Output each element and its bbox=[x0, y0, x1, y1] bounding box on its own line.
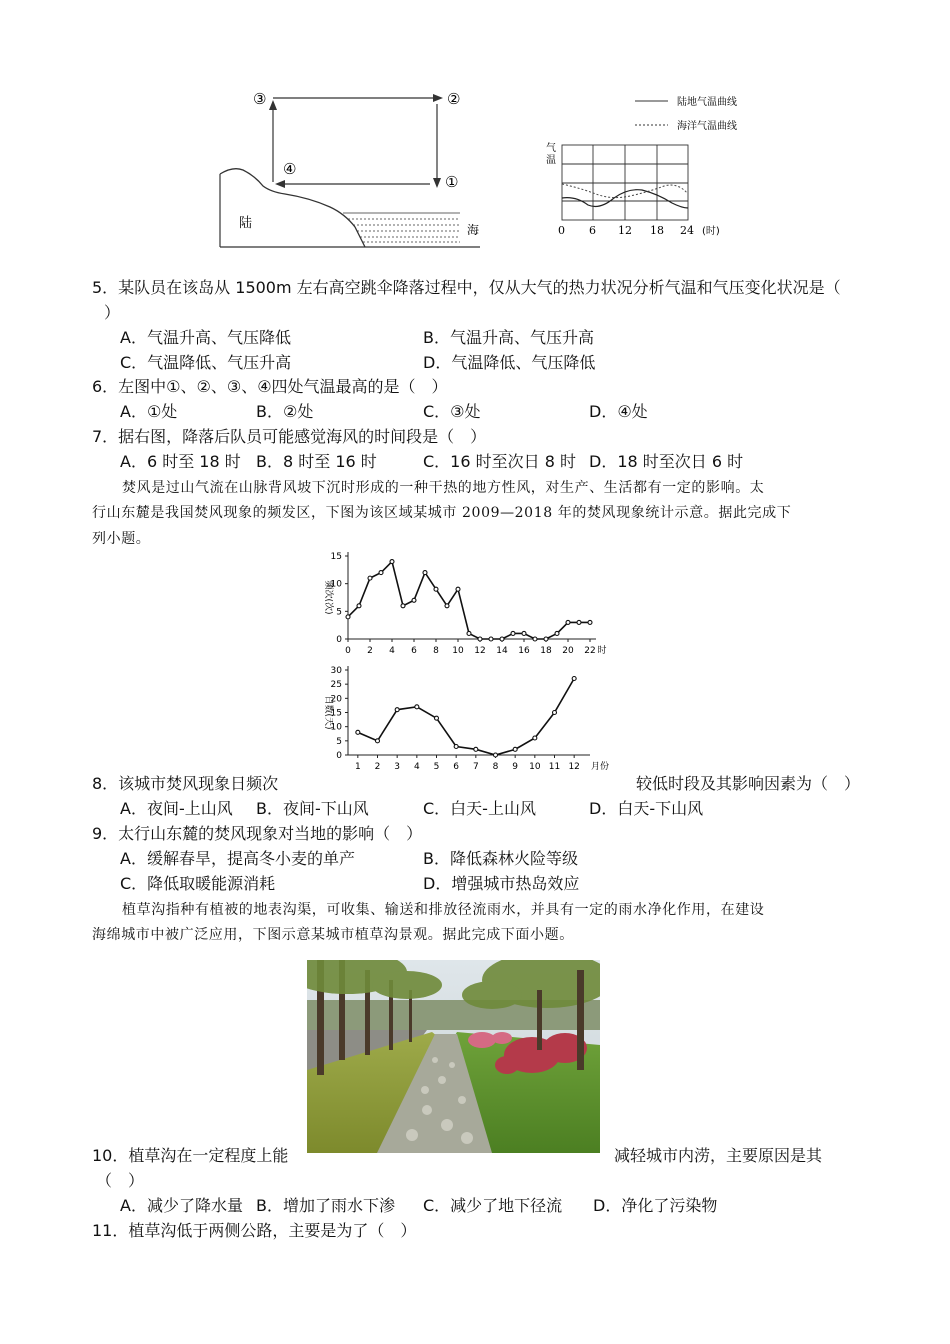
chart2-x-unit-label: 月份 bbox=[590, 762, 610, 772]
label-1: ① bbox=[445, 173, 459, 191]
label-sea: 海 bbox=[467, 223, 480, 237]
x-tick-12: 12 bbox=[618, 224, 632, 237]
label-4: ④ bbox=[283, 160, 297, 178]
chart1-data-point bbox=[401, 604, 405, 608]
q5-stem: 5．某队员在该岛从 1500m 左右高空跳伞降落过程中，仅从大气的热力状况分析气温和气压变化状况是（ bbox=[92, 278, 841, 297]
chart2-data-point bbox=[356, 730, 360, 734]
chart2-data-point bbox=[572, 677, 576, 681]
q6-option-a[interactable]: A．①处 bbox=[120, 402, 178, 421]
chart1-x-tick-label: 12 bbox=[474, 646, 486, 656]
chart2-y-tick-label: 25 bbox=[330, 680, 342, 691]
q9-stem: 9．太行山东麓的焚风现象对当地的影响（ ） bbox=[92, 824, 423, 843]
legend-land: 陆地气温曲线 bbox=[677, 97, 737, 108]
chart2-x-tick-label: 9 bbox=[512, 762, 519, 772]
q8-option-c[interactable]: C．白天-上山风 bbox=[423, 799, 536, 818]
chart1-series-line bbox=[348, 562, 590, 639]
chart1-x-tick-label: 18 bbox=[540, 646, 552, 656]
chart2-y-tick-label: 0 bbox=[336, 751, 342, 761]
x-tick-18: 18 bbox=[650, 224, 664, 237]
chart2-x-tick-label: 1 bbox=[354, 762, 361, 772]
q10-option-b[interactable]: B．增加了雨水下渗 bbox=[256, 1196, 395, 1215]
chart2-y-tick-label: 15 bbox=[330, 708, 342, 719]
chart2-data-point bbox=[533, 736, 537, 740]
chart1-x-tick-label: 8 bbox=[433, 646, 439, 656]
chart2-data-point bbox=[395, 708, 399, 712]
label-2: ② bbox=[447, 90, 461, 108]
chart2-series-line bbox=[358, 679, 574, 756]
chart2-y-tick-label: 20 bbox=[330, 694, 342, 705]
y-label-2: 温 bbox=[546, 155, 556, 166]
chart1-x-tick-label: 4 bbox=[389, 646, 395, 656]
chart2-data-point bbox=[513, 747, 517, 751]
chart1-x-tick-label: 6 bbox=[411, 646, 417, 656]
q6-option-b[interactable]: B．②处 bbox=[256, 402, 314, 421]
chart1-data-point bbox=[412, 598, 416, 602]
chart1-x-unit-label: 时 bbox=[597, 646, 607, 656]
q5-stem-end: ） bbox=[104, 303, 121, 322]
x-tick-6: 6 bbox=[589, 224, 596, 237]
foehn-passage-line3: 列小题。 bbox=[92, 531, 151, 547]
chart2-y-axis-label: 日数(天) bbox=[323, 695, 333, 730]
chart2-x-tick-label: 6 bbox=[453, 762, 460, 772]
chart1-data-point bbox=[445, 604, 449, 608]
grass-swale-photo bbox=[307, 960, 600, 1153]
q8-option-a[interactable]: A．夜间-上山风 bbox=[120, 799, 233, 818]
chart1-x-tick-label: 20 bbox=[562, 646, 574, 656]
chart1-data-point bbox=[566, 620, 570, 624]
q6-stem: 6．左图中①、②、③、④四处气温最高的是（ ） bbox=[92, 377, 448, 396]
chart1-y-tick-label: 10 bbox=[330, 579, 342, 590]
foehn-passage-line1: 焚风是过山气流在山脉背风坡下沉时形成的一种干热的地方性风，对生产、生活都有一定的影响。太 bbox=[122, 480, 765, 496]
chart1-x-tick-label: 0 bbox=[345, 646, 351, 656]
q8-option-d[interactable]: D．白天-下山风 bbox=[589, 799, 704, 818]
q7-stem: 7．据右图，降落后队员可能感觉海风的时间段是（ ） bbox=[92, 427, 487, 446]
chart2-x-tick-label: 10 bbox=[529, 762, 541, 772]
foehn-passage-line2: 行山东麓是我国焚风现象的频发区，下图为该区域某城市 2009—2018 年的焚风现象统计示意。据此完成下 bbox=[92, 505, 792, 521]
chart2-data-point bbox=[553, 711, 557, 715]
temperature-curve-chart bbox=[540, 88, 770, 248]
q8-option-b[interactable]: B．夜间-下山风 bbox=[256, 799, 369, 818]
chart2-data-point bbox=[376, 739, 380, 743]
chart2-data-point bbox=[435, 716, 439, 720]
foehn-statistics-charts bbox=[306, 548, 626, 780]
chart1-x-tick-label: 10 bbox=[452, 646, 464, 656]
chart2-data-point bbox=[454, 745, 458, 749]
chart1-data-point bbox=[500, 637, 504, 641]
chart2-data-point bbox=[415, 705, 419, 709]
q9-option-a[interactable]: A．缓解春旱，提高冬小麦的单产 bbox=[120, 849, 355, 868]
chart1-y-tick-label: 15 bbox=[330, 552, 342, 562]
chart1-data-point bbox=[434, 587, 438, 591]
chart1-data-point bbox=[456, 587, 460, 591]
chart1-data-point bbox=[467, 631, 471, 635]
label-land: 陆 bbox=[239, 216, 253, 231]
q5-option-c[interactable]: C．气温降低、气压升高 bbox=[120, 353, 292, 372]
chart2-data-point bbox=[494, 753, 498, 757]
chart1-data-point bbox=[522, 631, 526, 635]
q6-option-d[interactable]: D．④处 bbox=[589, 402, 648, 421]
chart1-data-point bbox=[555, 631, 559, 635]
chart1-y-axis-label: 频次(次) bbox=[323, 580, 333, 615]
chart2-y-tick-label: 30 bbox=[330, 666, 342, 676]
q5-option-a[interactable]: A．气温升高、气压降低 bbox=[120, 328, 291, 347]
chart1-data-point bbox=[478, 637, 482, 641]
q10-stem-left: 10．植草沟在一定程度上能 bbox=[92, 1146, 289, 1165]
y-label-1: 气 bbox=[546, 143, 556, 154]
chart2-x-tick-label: 4 bbox=[413, 762, 420, 772]
chart1-data-point bbox=[423, 571, 427, 575]
q10-option-a[interactable]: A．减少了降水量 bbox=[120, 1196, 243, 1215]
chart1-data-point bbox=[533, 637, 537, 641]
chart2-y-tick-label: 10 bbox=[330, 722, 342, 733]
chart2-y-tick-label: 5 bbox=[336, 736, 342, 747]
chart1-x-tick-label: 14 bbox=[496, 646, 508, 656]
chart2-x-tick-label: 11 bbox=[548, 762, 561, 772]
chart2-data-point bbox=[474, 747, 478, 751]
chart1-data-point bbox=[577, 620, 581, 624]
chart2-x-tick-label: 8 bbox=[492, 762, 499, 772]
q9-option-b[interactable]: B．降低森林火险等级 bbox=[423, 849, 578, 868]
chart2-x-tick-label: 3 bbox=[394, 762, 401, 772]
q10-option-d[interactable]: D．净化了污染物 bbox=[593, 1196, 718, 1215]
chart1-x-tick-label: 22 bbox=[584, 646, 596, 656]
chart1-x-tick-label: 2 bbox=[367, 646, 373, 656]
q10-option-c[interactable]: C．减少了地下径流 bbox=[423, 1196, 563, 1215]
q10-stem-right: 减轻城市内涝，主要原因是其 bbox=[614, 1146, 823, 1165]
chart1-y-tick-label: 5 bbox=[336, 607, 342, 618]
chart1-data-point bbox=[379, 571, 383, 575]
chart1-data-point bbox=[390, 560, 394, 564]
q9-option-c[interactable]: C．降低取暖能源消耗 bbox=[120, 874, 276, 893]
chart1-data-point bbox=[346, 615, 350, 619]
q5-option-b[interactable]: B．气温升高、气压升高 bbox=[423, 328, 594, 347]
chart1-y-tick-label: 0 bbox=[336, 635, 342, 645]
sea-land-breeze-diagram bbox=[215, 82, 485, 252]
q10-stem-end: （ ） bbox=[96, 1171, 145, 1190]
x-tick-24: 24 bbox=[680, 224, 694, 237]
chart2-x-tick-label: 12 bbox=[568, 762, 580, 772]
label-3: ③ bbox=[253, 90, 267, 108]
q6-option-c[interactable]: C．③处 bbox=[423, 402, 481, 421]
legend-sea: 海洋气温曲线 bbox=[677, 121, 737, 132]
q5-option-d[interactable]: D．气温降低、气压降低 bbox=[423, 353, 596, 372]
chart2-x-tick-label: 5 bbox=[433, 762, 440, 772]
q7-option-b[interactable]: B．8 时至 16 时 bbox=[256, 452, 377, 471]
chart2-x-tick-label: 2 bbox=[374, 762, 381, 772]
q7-option-d[interactable]: D．18 时至次日 6 时 bbox=[589, 452, 744, 471]
q11-stem: 11．植草沟低于两侧公路，主要是为了（ ） bbox=[92, 1221, 417, 1240]
swale-passage-line2: 海绵城市中被广泛应用，下图示意某城市植草沟景观。据此完成下面小题。 bbox=[92, 927, 574, 943]
chart1-data-point bbox=[357, 604, 361, 608]
chart1-data-point bbox=[588, 620, 592, 624]
chart1-data-point bbox=[489, 637, 493, 641]
chart1-data-point bbox=[544, 637, 548, 641]
swale-passage-line1: 植草沟指种有植被的地表沟渠，可收集、输送和排放径流雨水，并具有一定的雨水净化作用，在建设 bbox=[122, 902, 765, 918]
chart1-data-point bbox=[368, 576, 372, 580]
chart1-data-point bbox=[511, 631, 515, 635]
q7-option-c[interactable]: C．16 时至次日 8 时 bbox=[423, 452, 576, 471]
q8-stem-left: 8．该城市焚风现象日频次 bbox=[92, 774, 279, 793]
chart1-x-tick-label: 16 bbox=[518, 646, 530, 656]
q7-option-a[interactable]: A．6 时至 18 时 bbox=[120, 452, 241, 471]
x-tick-0: 0 bbox=[558, 224, 565, 237]
q9-option-d[interactable]: D．增强城市热岛效应 bbox=[423, 874, 580, 893]
x-unit: (时) bbox=[702, 226, 720, 237]
chart2-x-tick-label: 7 bbox=[472, 762, 479, 772]
q8-stem-right: 较低时段及其影响因素为（ ） bbox=[636, 774, 861, 793]
